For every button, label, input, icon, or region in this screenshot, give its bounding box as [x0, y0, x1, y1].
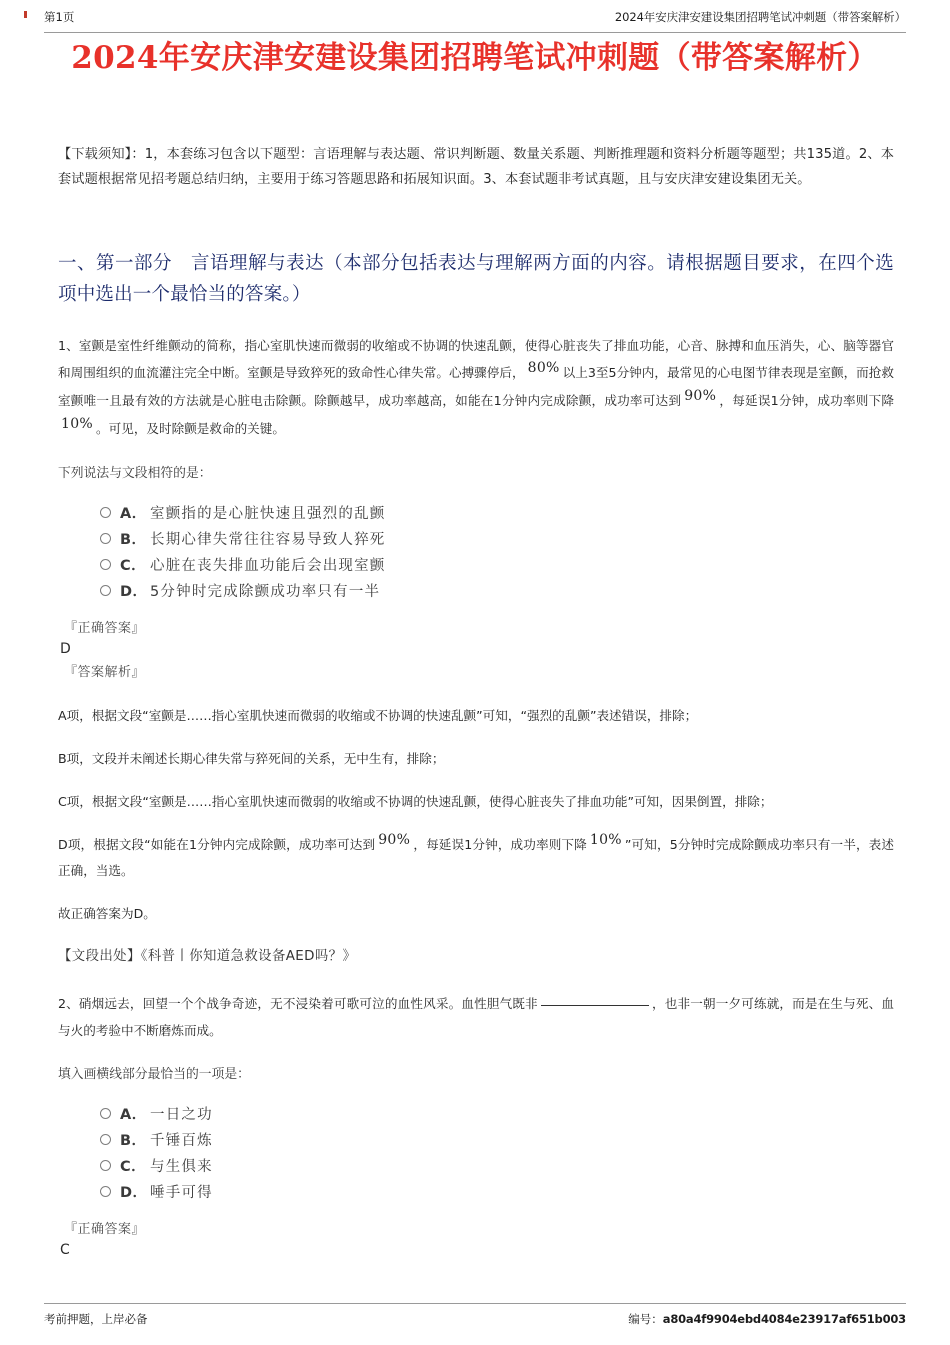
question-1-analysis-c: C项，根据文段“室颤是……指心室肌快速而微弱的收缩或不协调的快速乱颤，使得心脏丧失了排血功能”可知，因果倒置，排除； — [58, 794, 773, 809]
radio-icon[interactable] — [100, 533, 111, 544]
running-footer — [44, 1303, 906, 1327]
question-1-analysis-a: A项，根据文段“室颤是……指心室肌快速而微弱的收缩或不协调的快速乱颤”可知，“强烈的乱颤”表述错误，排除； — [58, 708, 698, 723]
option-letter: B． — [120, 1132, 147, 1149]
radio-icon[interactable] — [100, 1134, 111, 1145]
question-1-option-d[interactable] — [100, 577, 894, 603]
option-text: 室颤指的是心脏快速且强烈的乱颤 — [150, 505, 386, 522]
question-1-answer-label: 『正确答案』 — [64, 621, 146, 636]
option-text: 5分钟时完成除颤成功率只有一半 — [150, 583, 381, 600]
radio-icon[interactable] — [100, 1186, 111, 1197]
analysis-d-percent-1: 90% — [378, 832, 411, 848]
download-notice: 【下载须知】：1，本套练习包含以下题型：言语理解与表达题、常识判断题、数量关系题、判断推理题和资料分析题等题型；共135道。2、本套试题根据常见招考题总结归纳，主要用于练习答题思路和拓展知识面。3、本套试题非考试真题，且与安庆津安建设集团无关。 — [58, 147, 894, 187]
footer-code-label: 编号： — [628, 1312, 663, 1326]
question-2-stem-text-2: ，也非一朝一夕可练就，而是在生与死、血与火的考验中不断磨炼而成。 — [58, 996, 895, 1038]
analysis-d-text-1: D项，根据文段“如能在1分钟内完成除颤，成功率可达到 — [58, 837, 376, 852]
option-letter: A． — [120, 505, 147, 522]
running-header — [44, 10, 906, 33]
option-letter: A． — [120, 1106, 147, 1123]
question-1-percent-3: 10% — [61, 416, 94, 432]
option-text: 心脏在丧失排血功能后会出现室颤 — [150, 557, 386, 574]
question-1-percent-2: 90% — [684, 388, 717, 404]
option-letter: D． — [120, 1184, 148, 1201]
question-1-stem-text-1: 1、室颤是室性纤维颤动的简称，指心室肌快速而微弱的收缩或不协调的快速乱颤，使得心脏丧失了排血功能，心音、脉搏和血压消失，心、脑等器官和周围组织的血流灌注完全中断。室颤是导致猝死的致命性心律失常。心搏骤停后， — [58, 338, 894, 380]
analysis-d-percent-2: 10% — [589, 832, 622, 848]
document-title: 2024年安庆津安建设集团招聘笔试冲刺题（带答案解析） — [71, 40, 879, 76]
question-2-option-b[interactable] — [100, 1126, 894, 1152]
footer-code-group — [628, 1311, 906, 1327]
question-1-prompt: 下列说法与文段相符的是： — [58, 466, 212, 481]
question-1-stem-text-3: ，每延误1分钟，成功率则下降 — [719, 393, 894, 408]
option-text: 一日之功 — [150, 1106, 213, 1123]
question-2-option-a[interactable] — [100, 1100, 894, 1126]
page-number-label: 第1页 — [44, 10, 75, 24]
question-1-analysis-label: 『答案解析』 — [64, 665, 146, 680]
question-1-source: 【文段出处】《科普丨你知道急救设备AED吗？》 — [58, 949, 357, 964]
radio-icon[interactable] — [100, 1108, 111, 1119]
question-1-options — [58, 499, 894, 603]
question-1-option-a[interactable] — [100, 499, 894, 525]
question-2-answer-value: C — [60, 1242, 70, 1258]
question-2-stem — [58, 990, 894, 1044]
option-letter: D． — [120, 583, 148, 600]
radio-icon[interactable] — [100, 1160, 111, 1171]
question-2-answer-label: 『正确答案』 — [64, 1222, 146, 1237]
question-1-percent-1: 80% — [527, 360, 560, 376]
radio-icon[interactable] — [100, 585, 111, 596]
footer-code-value: a80a4f9904ebd4084e23917af651b003 — [662, 1312, 906, 1326]
document-body — [58, 142, 894, 1260]
question-1-option-c[interactable] — [100, 551, 894, 577]
option-text: 与生俱来 — [150, 1158, 213, 1175]
question-2-options — [58, 1100, 894, 1204]
option-text: 长期心律失常往往容易导致人猝死 — [150, 531, 386, 548]
question-1-conclusion: 故正确答案为D。 — [58, 906, 156, 921]
running-header-title: 2024年安庆津安建设集团招聘笔试冲刺题（带答案解析） — [614, 10, 906, 24]
analysis-d-text-3: ”可知，5分钟时完成除颤成功率只有一半，表述正确，当选。 — [58, 837, 894, 878]
question-2-option-c[interactable] — [100, 1152, 894, 1178]
option-letter: B． — [120, 531, 147, 548]
section-heading: 一、第一部分 言语理解与表达（本部分包括表达与理解两方面的内容。请根据题目要求，在四个选项中选出一个最恰当的答案。） — [58, 253, 894, 305]
radio-icon[interactable] — [100, 507, 111, 518]
question-2-prompt: 填入画横线部分最恰当的一项是： — [58, 1067, 250, 1082]
radio-icon[interactable] — [100, 559, 111, 570]
question-1-answer-value: D — [60, 641, 71, 657]
question-1-stem — [58, 332, 894, 443]
footer-slogan: 考前押题，上岸必备 — [44, 1312, 148, 1326]
question-1-analysis-b: B项，文段并未阐述长期心律失常与猝死间的关系，无中生有，排除； — [58, 751, 445, 766]
option-letter: C． — [120, 1158, 147, 1175]
question-2-stem-text-1: 2、硝烟远去，回望一个个战争奇迹，无不浸染着可歌可泣的血性风采。血性胆气既非 — [58, 996, 538, 1011]
question-1-stem-text-4: 。可见，及时除颤是救命的关键。 — [96, 421, 285, 436]
question-1-analysis-d — [58, 832, 894, 883]
option-letter: C． — [120, 557, 147, 574]
question-1-option-b[interactable] — [100, 525, 894, 551]
option-text: 唾手可得 — [150, 1184, 213, 1201]
fill-in-blank-line — [541, 1005, 649, 1006]
page-edge-marker — [24, 11, 27, 18]
option-text: 千锤百炼 — [150, 1132, 213, 1149]
question-1-stem-text-2: 以上3至5分钟内，最常见的心电图节律表现是室颤，而抢救室颤唯一且最有效的方法就是心脏电击除颤。除颤越早，成功率越高，如能在1分钟内完成除颤，成功率可达到 — [58, 365, 894, 408]
question-2-option-d[interactable] — [100, 1178, 894, 1204]
analysis-d-text-2: ，每延误1分钟，成功率则下降 — [413, 837, 587, 852]
